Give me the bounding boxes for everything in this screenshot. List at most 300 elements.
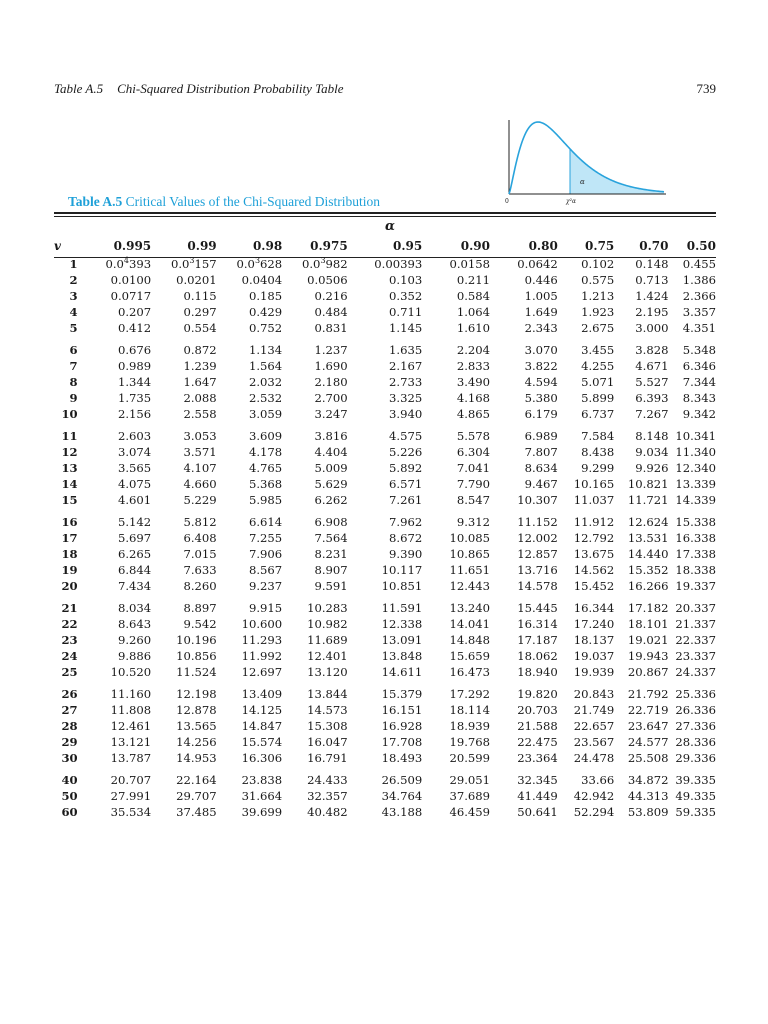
alpha-header: α	[384, 219, 395, 234]
critical-value-cell: 15.659	[449, 649, 491, 663]
critical-value-cell: 3.828	[635, 343, 669, 357]
critical-value-cell: 9.390	[389, 547, 423, 561]
critical-value-cell: 41.449	[517, 789, 558, 803]
critical-value-cell: 17.240	[573, 617, 615, 631]
critical-value-cell: 3.822	[524, 359, 558, 373]
table-row	[54, 508, 716, 530]
table-row	[54, 476, 716, 492]
critical-value-cell: 16.473	[449, 665, 491, 679]
critical-value-cell: 10.307	[517, 493, 558, 507]
critical-value-cell: 18.137	[573, 633, 615, 647]
critical-value-cell: 6.262	[314, 493, 348, 507]
table-row	[54, 530, 716, 546]
critical-value-cell: 6.844	[117, 563, 152, 577]
critical-value-cell: 40.482	[307, 805, 348, 819]
critical-value-cell: 12.443	[449, 579, 491, 593]
critical-value-cell: 7.015	[183, 547, 217, 561]
critical-value-cell: 14.256	[176, 735, 217, 749]
critical-value-cell: 6.393	[635, 391, 669, 405]
value-rest: 628	[260, 257, 283, 271]
critical-value-cell: 23.364	[517, 751, 558, 765]
critical-value-cell: 0.352	[389, 289, 423, 303]
critical-value-cell: 39.699	[241, 805, 283, 819]
critical-value-cell: 1.564	[248, 359, 283, 373]
critical-value-cell: 15.452	[573, 579, 615, 593]
critical-value-cell: 8.672	[389, 531, 423, 545]
table-row	[54, 788, 716, 804]
critical-value-cell: 11.651	[449, 563, 491, 577]
critical-value-cell: 22.164	[176, 773, 217, 787]
alpha-column-header: 0.975	[310, 239, 348, 253]
value-exp: 4	[123, 256, 129, 266]
critical-value-cell: 13.121	[110, 735, 152, 749]
value-base: 0.0	[105, 257, 124, 271]
critical-value-cell: 1.690	[314, 359, 348, 373]
critical-value-cell: 3.059	[248, 407, 283, 421]
critical-value-cell: 19.037	[573, 649, 615, 663]
critical-value-cell: 1.005	[524, 289, 558, 303]
critical-value-cell: 18.101	[627, 617, 669, 631]
critical-value-cell: 5.009	[314, 461, 348, 475]
critical-value-cell: 17.182	[627, 601, 669, 615]
critical-value-cell: 0.00393	[374, 257, 423, 271]
value-exp: 3	[320, 256, 326, 266]
critical-value-cell: 11.992	[241, 649, 283, 663]
critical-value-cell: 18.940	[517, 665, 558, 679]
critical-value-cell: 19.021	[627, 633, 669, 647]
table-row	[54, 664, 716, 680]
critical-value-cell: 1.735	[117, 391, 152, 405]
critical-value-cell: 11.524	[176, 665, 217, 679]
critical-value-cell: 44.313	[627, 789, 669, 803]
critical-value-cell: 5.985	[248, 493, 283, 507]
critical-value-cell: 18.493	[381, 751, 423, 765]
critical-value-cell: 9.915	[248, 601, 283, 615]
critical-value-cell: 46.459	[449, 805, 491, 819]
critical-value-cell: 2.343	[524, 321, 558, 335]
table-row	[54, 406, 716, 422]
critical-value-cell: 17.708	[381, 735, 423, 749]
value-base: 0.0	[302, 257, 321, 271]
degrees-of-freedom-cell: 16	[61, 515, 78, 529]
table-row	[54, 374, 716, 390]
table-row	[54, 390, 716, 406]
critical-value-cell: 23.337	[675, 649, 716, 663]
critical-value-cell: 24.478	[573, 751, 615, 765]
critical-value-cell: 6.304	[456, 445, 491, 459]
critical-value-cell: 17.292	[449, 687, 491, 701]
alpha-column-header: 0.80	[528, 239, 558, 253]
critical-value-cell: 11.293	[241, 633, 283, 647]
table-row	[54, 320, 716, 336]
critical-value-cell: 10.341	[675, 429, 716, 443]
critical-value-cell: 12.198	[176, 687, 217, 701]
critical-value-cell: 5.697	[117, 531, 152, 545]
degrees-of-freedom-cell: 24	[61, 649, 78, 663]
critical-value-cell: 34.764	[381, 789, 423, 803]
critical-value-cell: 32.345	[517, 773, 558, 787]
critical-value-cell: 42.942	[573, 789, 615, 803]
critical-value-cell: 3.940	[389, 407, 423, 421]
alpha-area-label: α	[580, 178, 585, 186]
critical-value-cell: 29.051	[449, 773, 491, 787]
critical-value-cell: 6.737	[581, 407, 615, 421]
critical-value-cell: 11.152	[517, 515, 558, 529]
critical-value-cell: 11.591	[381, 601, 423, 615]
critical-value-cell: 3.247	[314, 407, 348, 421]
critical-value-cell: 0.0404	[241, 273, 283, 287]
v-header: v	[54, 239, 61, 253]
critical-value-cell: 21.792	[627, 687, 669, 701]
critical-value-cell: 2.366	[682, 289, 716, 303]
critical-value-cell: 10.283	[307, 601, 348, 615]
critical-value-cell: 6.265	[117, 547, 152, 561]
alpha-column-header: 0.99	[187, 239, 217, 253]
critical-value-cell: 37.485	[176, 805, 217, 819]
table-row	[54, 594, 716, 616]
critical-value-cell: 0.676	[117, 343, 152, 357]
critical-value-cell: 6.571	[389, 477, 423, 491]
critical-value-cell: 0.0506	[307, 273, 348, 287]
critical-value-cell: 15.352	[627, 563, 669, 577]
alpha-column-header: 0.70	[639, 239, 669, 253]
table-row	[54, 718, 716, 734]
critical-value-cell: 6.989	[524, 429, 558, 443]
critical-value-cell: 13.716	[517, 563, 558, 577]
critical-value-cell: 15.308	[307, 719, 348, 733]
degrees-of-freedom-cell: 30	[61, 751, 78, 765]
critical-value-cell: 18.338	[675, 563, 716, 577]
critical-value-cell: 22.475	[517, 735, 558, 749]
critical-value-cell: 3.455	[581, 343, 615, 357]
critical-value-cell: 0.429	[248, 305, 283, 319]
critical-value-cell: 2.532	[248, 391, 283, 405]
critical-value-cell: 5.226	[389, 445, 423, 459]
critical-value-cell: 33.66	[581, 773, 615, 787]
critical-value-cell: 3.609	[248, 429, 283, 443]
table-row	[54, 492, 716, 508]
critical-value-cell: 14.125	[241, 703, 283, 717]
critical-value-cell: 1.239	[183, 359, 217, 373]
table-row	[54, 288, 716, 304]
running-head	[54, 81, 716, 97]
critical-value-cell: 13.091	[381, 633, 423, 647]
degrees-of-freedom-cell: 13	[61, 461, 78, 475]
critical-value-cell: 14.440	[627, 547, 669, 561]
degrees-of-freedom-cell: 3	[69, 289, 78, 303]
critical-value-cell: 2.603	[117, 429, 152, 443]
critical-value-cell: 2.156	[117, 407, 152, 421]
critical-value-cell: 21.337	[675, 617, 716, 631]
critical-value-cell: 11.721	[627, 493, 669, 507]
critical-value-cell: 4.865	[456, 407, 491, 421]
critical-value-cell: 12.878	[176, 703, 217, 717]
critical-value-cell: 29.707	[176, 789, 217, 803]
critical-value-cell: 9.312	[456, 515, 491, 529]
caption-title: Critical Values of the Chi-Squared Distribution	[125, 194, 380, 209]
critical-value-cell: 8.547	[456, 493, 491, 507]
critical-value-cell: 4.178	[248, 445, 283, 459]
critical-value-cell: 4.575	[389, 429, 423, 443]
critical-value-cell: 10.865	[449, 547, 491, 561]
critical-value-cell: 5.892	[389, 461, 423, 475]
critical-value-cell: 12.792	[573, 531, 615, 545]
critical-value-cell: 5.629	[314, 477, 348, 491]
chi-squared-density-figure	[500, 116, 670, 208]
critical-value-cell: 59.335	[675, 805, 716, 819]
top-rule-thin	[54, 216, 716, 217]
table-row	[54, 444, 716, 460]
critical-value-cell: 7.255	[248, 531, 283, 545]
critical-value-cell: 1.134	[248, 343, 283, 357]
critical-value-cell: 10.821	[627, 477, 669, 491]
critical-value-cell: 7.434	[117, 579, 152, 593]
critical-value-cell: 26.336	[675, 703, 716, 717]
critical-value-cell: 27.991	[110, 789, 152, 803]
critical-value-cell: 7.584	[581, 429, 615, 443]
critical-value-cell: 1.213	[581, 289, 615, 303]
critical-value-cell: 13.787	[110, 751, 152, 765]
critical-value-cell: 11.689	[307, 633, 348, 647]
critical-value-cell: 7.041	[456, 461, 491, 475]
critical-value-cell: 20.703	[517, 703, 558, 717]
critical-value-cell: 2.167	[389, 359, 423, 373]
critical-value-cell: 0.185	[248, 289, 283, 303]
critical-value-cell: 0.0158	[449, 257, 491, 271]
critical-value-cell: 6.614	[248, 515, 283, 529]
critical-values-table	[54, 236, 716, 820]
degrees-of-freedom-cell: 28	[61, 719, 78, 733]
critical-value-cell: 7.962	[389, 515, 423, 529]
table-row	[54, 632, 716, 648]
critical-value-cell: 9.542	[183, 617, 217, 631]
degrees-of-freedom-cell: 4	[69, 305, 78, 319]
critical-value-cell: 3.490	[456, 375, 491, 389]
critical-value-cell: 10.600	[241, 617, 283, 631]
alpha-column-header: 0.90	[460, 239, 491, 253]
critical-value-cell: 14.339	[675, 493, 716, 507]
critical-value-cell: 50.641	[517, 805, 558, 819]
critical-value-cell: 20.867	[627, 665, 669, 679]
degrees-of-freedom-cell: 2	[69, 273, 78, 287]
table-row	[54, 358, 716, 374]
critical-value-cell: 2.833	[456, 359, 491, 373]
critical-value-cell: 15.379	[381, 687, 423, 701]
critical-value-cell: 0.207	[117, 305, 152, 319]
critical-value-cell: 10.196	[176, 633, 217, 647]
degrees-of-freedom-cell: 21	[61, 601, 78, 615]
critical-value-cell: 43.188	[381, 805, 423, 819]
critical-value-cell: 19.820	[517, 687, 558, 701]
critical-value-cell: 25.508	[627, 751, 669, 765]
critical-value-cell: 16.314	[517, 617, 558, 631]
critical-value-cell: 7.807	[524, 445, 558, 459]
critical-value-cell: 1.635	[389, 343, 423, 357]
critical-value-cell: 7.564	[314, 531, 348, 545]
table-row	[54, 562, 716, 578]
critical-value-cell: 2.180	[314, 375, 348, 389]
critical-value-cell: 1.649	[524, 305, 558, 319]
critical-value-cell: 5.071	[581, 375, 615, 389]
critical-value-cell: 2.195	[635, 305, 669, 319]
critical-value-cell: 10.117	[381, 563, 423, 577]
critical-value-cell: 2.088	[183, 391, 217, 405]
degrees-of-freedom-cell: 23	[61, 633, 78, 647]
critical-value-cell: 0.554	[183, 321, 217, 335]
running-head-label: Table A.5	[54, 81, 104, 96]
critical-value-cell: 5.527	[635, 375, 669, 389]
table-caption	[68, 194, 380, 210]
critical-value-cell: 2.733	[389, 375, 423, 389]
critical-value-cell: 13.565	[176, 719, 217, 733]
critical-value-cell: 1.424	[635, 289, 669, 303]
table-row	[54, 272, 716, 288]
critical-value-cell: 0.0642	[517, 257, 558, 271]
critical-value-cell: 35.534	[110, 805, 152, 819]
critical-value-cell: 15.574	[241, 735, 283, 749]
critical-value-cell: 0.575	[581, 273, 615, 287]
critical-value-cell: 53.809	[627, 805, 669, 819]
critical-value-cell: 17.338	[675, 547, 716, 561]
degrees-of-freedom-cell: 26	[61, 687, 78, 701]
degrees-of-freedom-cell: 11	[61, 429, 78, 443]
critical-value-cell: 8.034	[117, 601, 152, 615]
critical-value-cell: 5.578	[456, 429, 491, 443]
critical-value-cell: 5.368	[248, 477, 283, 491]
degrees-of-freedom-cell: 40	[61, 773, 78, 787]
critical-value-cell: 1.647	[183, 375, 217, 389]
critical-value-cell: 8.438	[581, 445, 615, 459]
critical-value-cell: 9.886	[117, 649, 152, 663]
critical-value-cell: 3.571	[183, 445, 217, 459]
value-base: 0.0	[170, 257, 190, 271]
critical-value-cell: 4.594	[524, 375, 558, 389]
critical-value-cell: 0.752	[248, 321, 283, 335]
critical-value-cell: 13.120	[307, 665, 348, 679]
degrees-of-freedom-cell: 6	[69, 343, 78, 357]
critical-value-cell: 39.335	[675, 773, 716, 787]
critical-value-cell: 13.531	[627, 531, 669, 545]
value-exp: 3	[254, 256, 261, 266]
critical-value-cell: 34.872	[627, 773, 669, 787]
critical-value-cell: 37.689	[449, 789, 491, 803]
critical-value-cell: 14.611	[381, 665, 423, 679]
critical-value-cell: 0.831	[314, 321, 348, 335]
critical-value-cell: 14.953	[176, 751, 217, 765]
degrees-of-freedom-cell: 17	[61, 531, 78, 545]
critical-value-cell: 0.0717	[110, 289, 152, 303]
critical-value-cell: 9.342	[682, 407, 716, 421]
degrees-of-freedom-cell: 22	[61, 617, 78, 631]
critical-value-cell: 18.939	[449, 719, 491, 733]
table-row	[54, 648, 716, 664]
critical-value-cell: 24.577	[627, 735, 669, 749]
table-row	[54, 804, 716, 820]
critical-value-cell: 11.808	[110, 703, 152, 717]
critical-value-cell: 4.671	[635, 359, 669, 373]
critical-value-cell: 1.237	[314, 343, 348, 357]
critical-value-cell: 5.142	[117, 515, 152, 529]
critical-value-cell: 49.335	[675, 789, 716, 803]
degrees-of-freedom-cell: 5	[69, 321, 78, 335]
critical-value-cell: 3.357	[682, 305, 716, 319]
critical-value-cell: 13.240	[449, 601, 491, 615]
table-row	[54, 256, 716, 272]
origin-label: 0	[505, 198, 509, 205]
critical-value-cell: 0.211	[456, 273, 491, 287]
critical-value-cell: 7.906	[248, 547, 283, 561]
degrees-of-freedom-cell: 29	[61, 735, 78, 749]
alpha-column-header: 0.75	[585, 239, 615, 253]
critical-value-cell: 11.340	[675, 445, 716, 459]
top-rule	[54, 212, 716, 214]
critical-value-cell: 0.455	[682, 257, 716, 271]
critical-value-cell: 16.266	[627, 579, 669, 593]
value-exp: 3	[189, 256, 195, 266]
value-rest: 157	[194, 257, 217, 271]
critical-value-cell: 14.848	[449, 633, 491, 647]
degrees-of-freedom-cell: 18	[61, 547, 78, 561]
critical-value-cell: 29.336	[675, 751, 716, 765]
critical-value-cell: 25.336	[675, 687, 716, 701]
critical-value-cell: 13.848	[381, 649, 423, 663]
critical-value-cell: 6.408	[183, 531, 217, 545]
critical-value-cell: 1.344	[117, 375, 152, 389]
critical-value-cell: 7.344	[682, 375, 716, 389]
table-row	[54, 546, 716, 562]
critical-value-cell: 32.357	[307, 789, 348, 803]
critical-value-cell: 8.907	[314, 563, 348, 577]
critical-value-cell: 3.000	[635, 321, 669, 335]
table-row	[54, 422, 716, 444]
critical-value-cell: 10.085	[449, 531, 491, 545]
critical-value-cell: 4.404	[314, 445, 348, 459]
critical-value-cell: 16.791	[307, 751, 348, 765]
critical-value-cell: 8.343	[682, 391, 716, 405]
critical-value-cell: 9.034	[635, 445, 669, 459]
degrees-of-freedom-cell: 14	[61, 477, 78, 491]
table-row	[54, 578, 716, 594]
critical-value-cell: 7.790	[456, 477, 491, 491]
critical-value-cell: 1.610	[456, 321, 491, 335]
critical-value-cell: 15.338	[675, 515, 716, 529]
critical-value-cell: 0.103	[389, 273, 423, 287]
critical-value-cell: 19.337	[675, 579, 716, 593]
critical-value-cell: 10.856	[176, 649, 217, 663]
critical-value-cell: 5.812	[183, 515, 217, 529]
critical-value-cell: 6.346	[682, 359, 716, 373]
critical-value-cell: 12.002	[517, 531, 558, 545]
critical-value-cell: 8.897	[183, 601, 217, 615]
critical-value-cell: 16.928	[381, 719, 423, 733]
critical-value-cell: 18.062	[517, 649, 558, 663]
critical-value-cell: 1.145	[389, 321, 423, 335]
table-row	[54, 336, 716, 358]
critical-value-cell: 14.562	[573, 563, 615, 577]
value-base: 0.0	[236, 257, 255, 271]
critical-value-label: χ²α	[566, 198, 577, 205]
alpha-column-header: 0.98	[252, 239, 283, 253]
critical-value-cell: 16.306	[241, 751, 283, 765]
critical-value-cell: 2.032	[248, 375, 283, 389]
critical-value-cell: 23.838	[241, 773, 283, 787]
critical-value-cell: 13.409	[241, 687, 283, 701]
table-row	[54, 680, 716, 702]
critical-value-cell: 6.908	[314, 515, 348, 529]
table-row	[54, 304, 716, 320]
critical-value-cell: 8.231	[314, 547, 348, 561]
degrees-of-freedom-cell: 1	[69, 257, 78, 271]
